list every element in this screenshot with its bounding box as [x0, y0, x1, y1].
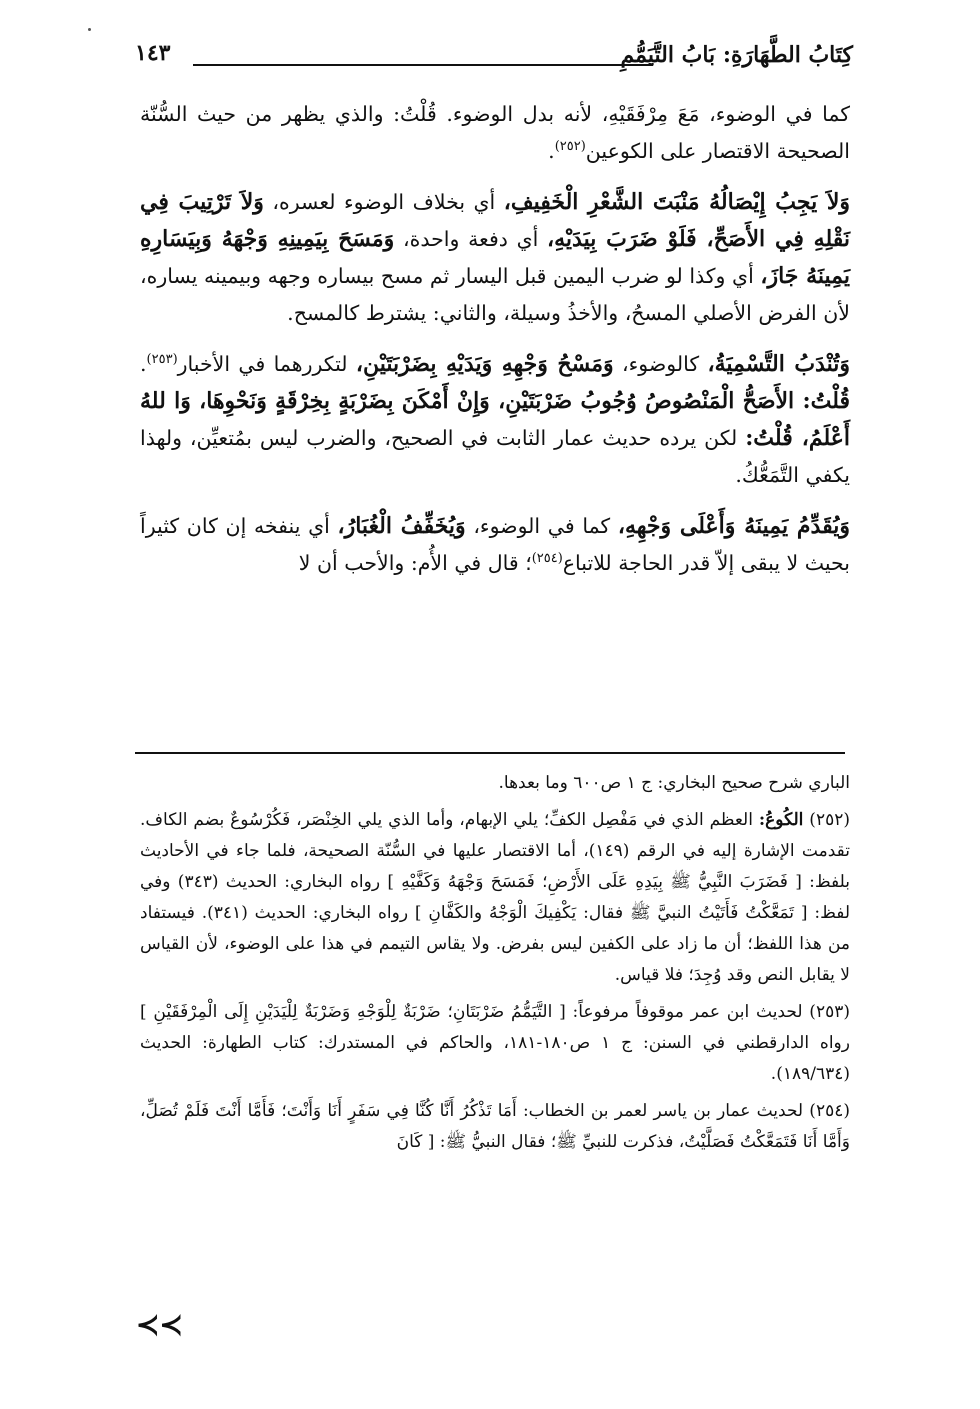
footnote-254	[140, 1096, 850, 1158]
matn-text: قُلْتُ: الأَصَحُّ الْمَنْصُوصُ وُجُوبُ ضَرْبَتَيْنِ، وَإِنْ أَمْكَنَ بِضَرْبَةٍ بِخِرْقَةٍ وَنَحْوِهَا، وَا للهُ أَعْلَمُ، قُلْتُ:	[140, 388, 850, 451]
header-rule	[193, 64, 653, 66]
paragraph-2	[140, 184, 850, 332]
footnote-body: لحديث عمار بن ياسر لعمر بن الخطاب: أَمَا تَذْكُرُ أَنَّا كُنَّا فِي سَفَرٍ أَنَا وَأَنْتَ؛ فَأَمَّا أَنْتَ فَلَمْ تُصَلِّ، وَأَمَّا أَنَا فَتَمَعَّكْتُ فَصَلَّيْتُ، فذكرت للنبيِّ ﷺ؛ فقال النبيُّ ﷺ: [ كَانَ	[140, 1101, 850, 1152]
footnote-continued: الباري شرح صحيح البخاري: ج ١ ص٦٠٠ وما بعدها.	[498, 773, 850, 793]
footnote-body: العظم الذي في مَفْصِل الكفِّ؛ يلي الإبهام، وأما الذي يلي الخِنْصَر، فَكُرْسُوعٌ بضم الكاف. تقدمت الإشارة إليه في الرقم (١٤٩)، أما الاقتصار عليها في السُّنّة الصحيحة، فلما جاء في الأحاديث بلفظ: [ فَضَرَبَ النَّبِيُّ ﷺ بِيَدِهِ عَلَى الأَرْضِ؛ فَمَسَحَ وَجْهَهُ وَكَفَّيْهِ ] رواه البخاري: الحديث (٣٤٣) وفي لفظ: [ تَمَعَّكْتُ فَأَتَيْتُ النبيَّ ﷺ فقال: يَكْفِيكَ الْوَجْهُ والكَفَّانِ ] رواه البخاري: الحديث (٣٤١). فيستفاد من هذا اللفظ؛ أن ما زاد على الكفين ليس بفرض. ولا يقاس التيمم في هذا على الوضوء، لأن القياس لا يقابل النص وقد وُجِدَ؛ فلا قياس.	[140, 810, 850, 985]
footnote-ref-253[interactable]: (٢٥٣)	[146, 352, 178, 368]
commentary-text: أي بخلاف الوضوء لعسره،	[263, 190, 504, 214]
matn-text: وَيُخَفِّفُ الْغُبَارُ،	[337, 513, 466, 539]
matn-text: وَتُنْدَبُ التَّسْمِيَةُ،	[707, 351, 850, 377]
main-text	[140, 96, 850, 596]
footnote-252	[140, 805, 850, 991]
commentary-text: كما في الوضوء، مَعَ مِرْفَقَيْهِ، لأنه بدل الوضوء. قُلْتُ: والذي يظهر من حيث السُّنّة الصحيحة الاقتصار على الكوعين	[140, 102, 850, 163]
paragraph-3	[140, 346, 850, 494]
commentary-text: أي دفعة واحدة،	[394, 227, 547, 251]
commentary-text: .	[140, 352, 147, 376]
chapter-title: كِتَابُ الطَّهَارَةِ: بَابُ التَّيَمُّمِ	[620, 42, 853, 68]
continuation-arrows-icon: ≺≺	[136, 1308, 183, 1341]
matn-text: وَيُقَدِّمُ يَمِينَهُ وَأَعْلَى وَجْهِهِ،	[617, 513, 850, 539]
commentary-text: أي وكذا لو ضرب اليمين قبل اليسار ثم مسح بيساره وجهه وبيمينه يساره، لأن الفرض الأصلي المسحُ، والأخذُ وسيلة، والثاني: يشترط كالمسح.	[140, 264, 850, 325]
matn-text: وَلاَ يَجِبُ إِيْصَالُهُ مَنْبَتَ الشَّعْرِ الْخَفِيفِ،	[503, 189, 850, 215]
footnote-number: (٢٥٣)	[802, 1002, 850, 1022]
paragraph-1	[140, 96, 850, 170]
footnote-number: (٢٥٤)	[803, 1101, 850, 1121]
matn-text: وَمَسَحَ بِيَمِينِهِ وَجْهَهُ وَبِيَسَارِهِ يَمِينَهُ جَازَ،	[140, 226, 850, 289]
commentary-text: ؛ قال في الأُم: والأحب أن لا	[298, 551, 532, 575]
commentary-text: كما في الوضوء،	[465, 514, 618, 538]
footnote-separator	[135, 752, 845, 754]
matn-text: وَمَسْحُ وَجْهِهِ وَيَدَيْهِ بِضَرْبَتَيْنِ،	[355, 351, 614, 377]
paragraph-4	[140, 508, 850, 582]
footnotes	[140, 768, 850, 1164]
scan-speck	[88, 28, 91, 31]
commentary-text: لتكررهما في الأخبار	[177, 352, 356, 376]
commentary-text: .	[548, 139, 555, 163]
page-number: ١٤٣	[135, 40, 171, 66]
footnote-term: الكُوعُ:	[758, 810, 804, 830]
commentary-text: لكن يرده حديث عمار الثابت في الصحيح، والضرب ليس بمُتعيِّن، ولهذا يكفي التَّمَعُّكُ.	[140, 426, 850, 487]
footnote-ref-252[interactable]: (٢٥٢)	[554, 139, 586, 155]
commentary-text: كالوضوء،	[613, 352, 708, 376]
footnote-253	[140, 997, 850, 1090]
footnote-body: لحديث ابن عمر موقوفاً مرفوعاً: [ التَّيَمُّمُ ضَرْبَتَانِ؛ ضَرْبَةٌ لِلْوَجْهِ وَضَرْبَةٌ لِلْيَدَيْنِ إِلَى الْمِرْفَقَيْنِ ] رواه الدارقطني في السنن: ج ١ ص١٨٠-١٨١، والحاكم في المستدرك: كتاب الطهارة: الحديث (١٨٩/٦٣٤).	[140, 1002, 850, 1084]
matn-text: وَلاَ تَرْتِيبَ فِي نَقْلِهِ فِي الأَصَحِّ، فَلَوْ ضَرَبَ بِيَدَيْهِ،	[140, 189, 850, 252]
footnote-ref-254[interactable]: (٢٥٤)	[531, 551, 563, 567]
footnote-number: (٢٥٢)	[803, 810, 850, 830]
running-header	[135, 36, 853, 76]
commentary-text: أي ينفخه إن كان كثيراً بحيث لا يبقى إلاّ قدر الحاجة للاتباع	[140, 514, 850, 575]
